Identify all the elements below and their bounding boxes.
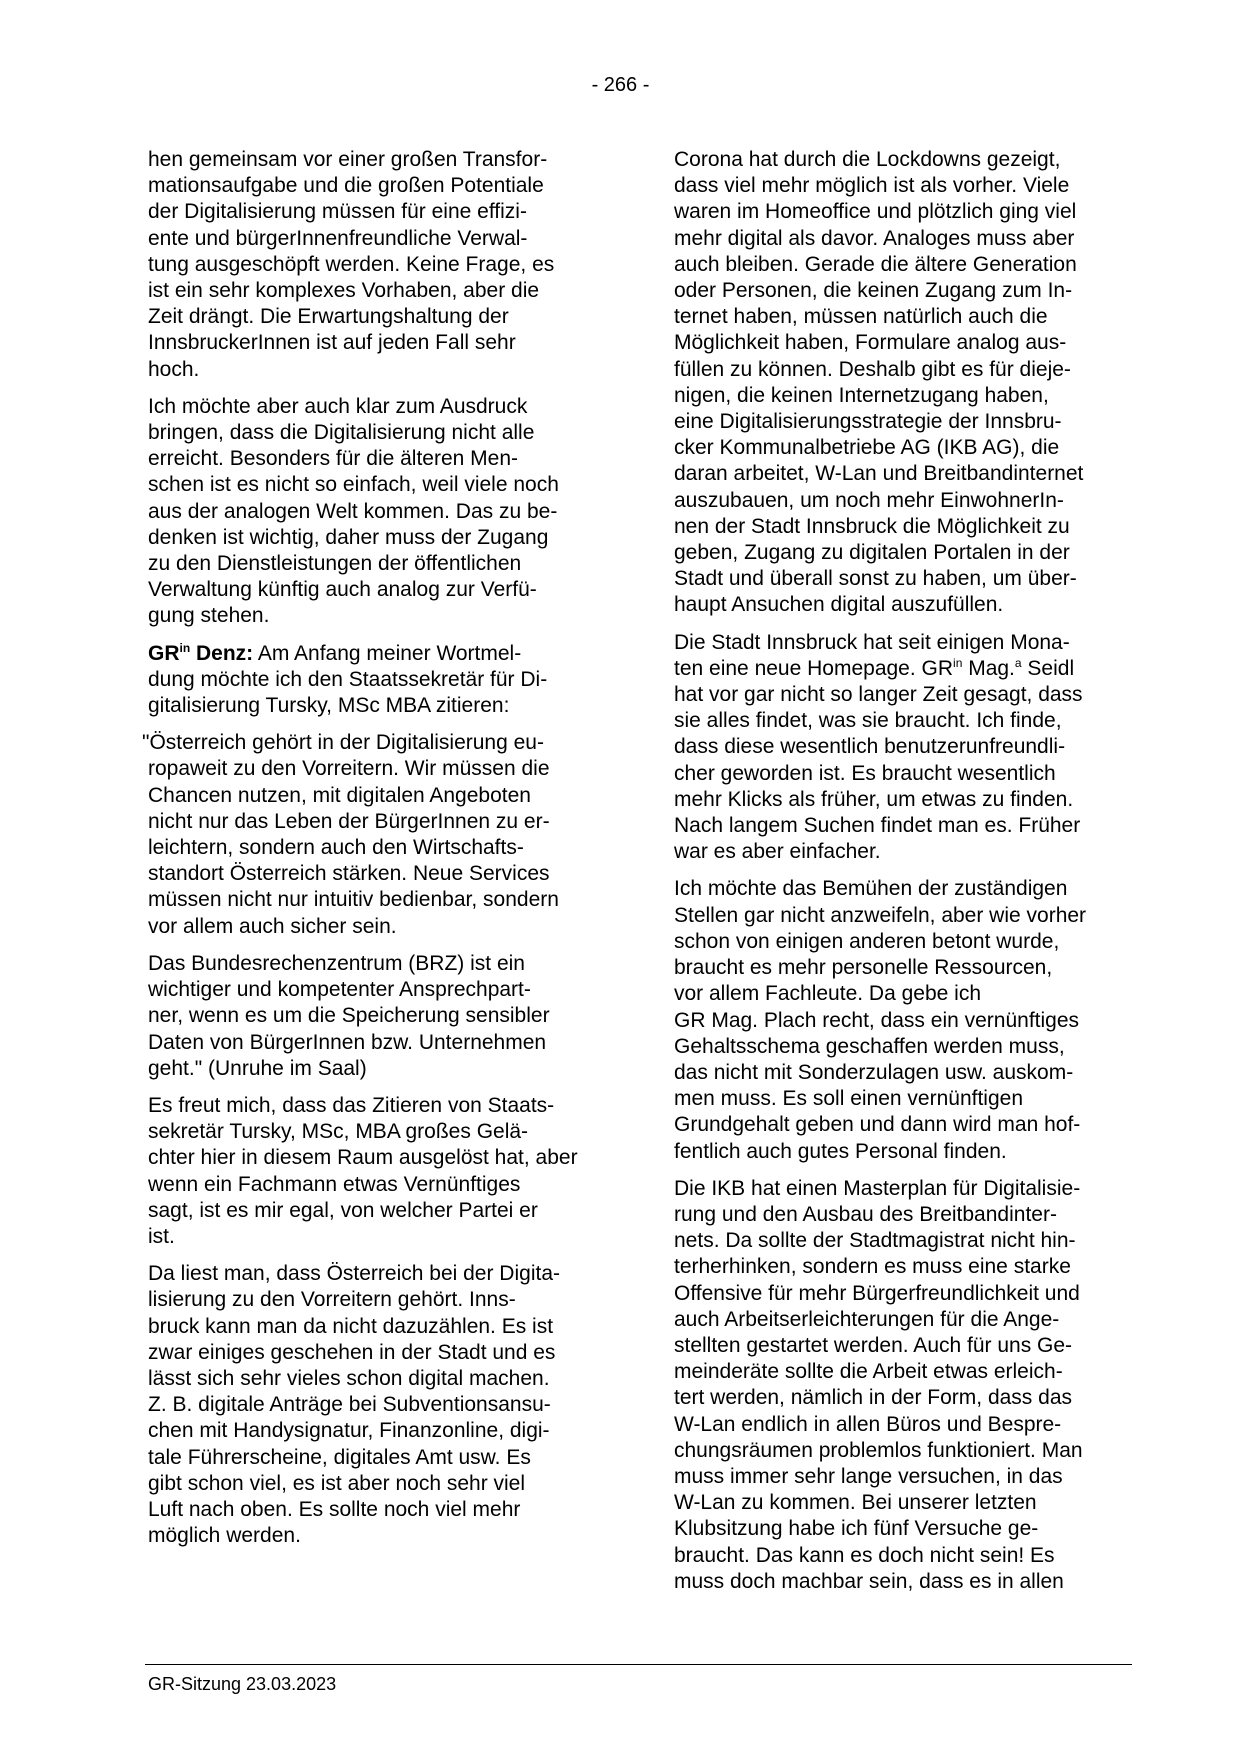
text-line: schen ist es nicht so einfach, weil viele noch — [148, 473, 559, 497]
text-line: nen der Stadt Innsbruck die Möglichkeit zu — [674, 514, 1070, 538]
text-line: fentlich auch gutes Personal finden. — [674, 1139, 1007, 1163]
text-line: Offensive für mehr Bürgerfreundlichkeit und — [674, 1281, 1080, 1305]
text-line: hat vor gar nicht so langer Zeit gesagt, dass — [674, 683, 1083, 707]
text-line: ropaweit zu den Vorreitern. Wir müssen die — [148, 757, 550, 781]
text-line: auch bleiben. Gerade die ältere Generation — [674, 252, 1077, 276]
text-line: Zeit drängt. Die Erwartungshaltung der — [148, 305, 509, 329]
page-number: - 266 - — [591, 74, 650, 96]
speaker-name — [148, 642, 253, 665]
text-line: dass diese wesentlich benutzerunfreundli- — [674, 735, 1066, 759]
text-line: men muss. Es soll einen vernünftigen — [674, 1087, 1024, 1111]
text-line: geht." (Unruhe im Saal) — [148, 1056, 367, 1080]
text-line: wichtiger und kompetenter Ansprechpart- — [148, 978, 531, 1002]
text-line: Es freut mich, dass das Zitieren von Staats- — [148, 1093, 555, 1117]
text-line: W-Lan endlich in allen Büros und Bespre- — [674, 1412, 1062, 1436]
text-line: chter hier in diesem Raum ausgelöst hat, aber — [148, 1146, 578, 1170]
text-line: "Österreich gehört in der Digitalisierung eu- — [142, 731, 544, 755]
text-line: nigen, die keinen Internetzugang haben, — [674, 383, 1049, 407]
text-line: Grundgehalt geben und dann wird man hof- — [674, 1113, 1081, 1137]
text-line: Ich möchte das Bemühen der zuständigen — [674, 877, 1068, 901]
text-line: Corona hat durch die Lockdowns gezeigt, — [674, 148, 1061, 171]
text-line: lässt sich sehr vieles schon digital machen. — [148, 1366, 550, 1390]
text-line: müssen nicht nur intuitiv bedienbar, sondern — [148, 888, 559, 912]
text-line: Daten von BürgerInnen bzw. Unternehmen — [148, 1030, 547, 1054]
text-line: dung möchte ich den Staatssekretär für Di- — [148, 667, 548, 691]
title-superscript: a — [1014, 655, 1022, 670]
text-line: InnsbruckerInnen ist auf jeden Fall sehr — [148, 331, 516, 355]
text-line: gibt schon viel, es ist aber noch sehr viel — [148, 1471, 526, 1495]
paragraph-right-3 — [674, 876, 1134, 1164]
text-line: tert werden, nämlich in der Form, dass das — [674, 1386, 1072, 1410]
text-line: ist. — [148, 1224, 175, 1248]
text-line: cker Kommunalbetriebe AG (IKB AG), die — [674, 436, 1060, 460]
text-line: denken ist wichtig, daher muss der Zugang — [148, 525, 549, 549]
text-line: erreicht. Besonders für die älteren Men- — [148, 447, 519, 471]
title-superscript: in — [953, 655, 963, 670]
text-segment: Seidl — [1021, 656, 1075, 680]
text-line: nicht nur das Leben der BürgerInnen zu er- — [148, 809, 550, 833]
text-line: Das Bundesrechenzentrum (BRZ) ist ein — [148, 951, 525, 975]
text-line: hoch. — [148, 357, 200, 381]
text-line: tale Führerscheine, digitales Amt usw. Es — [148, 1445, 531, 1469]
text-line: sekretär Tursky, MSc, MBA großes Gelä- — [148, 1120, 529, 1144]
text-line: auszubauen, um noch mehr EinwohnerIn- — [674, 488, 1064, 512]
text-line: nets. Da sollte der Stadtmagistrat nicht hin- — [674, 1229, 1076, 1253]
text-line: meinderäte sollte die Arbeit etwas erleich- — [674, 1360, 1063, 1384]
text-line: der Digitalisierung müssen für eine effizi- — [148, 200, 527, 224]
text-line: Gehaltsschema geschaffen werden muss, — [674, 1034, 1065, 1058]
text-line: ente und bürgerInnenfreundliche Verwal- — [148, 226, 528, 250]
footer-divider — [145, 1664, 1132, 1665]
text-segment: ten eine neue Homepage. GR — [674, 656, 954, 680]
text-line: Die Stadt Innsbruck hat seit einigen Mona- — [674, 630, 1070, 654]
text-line: Stadt und überall sonst zu haben, um über- — [674, 567, 1077, 591]
text-line: geben, Zugang zu digitalen Portalen in der — [674, 541, 1070, 565]
paragraph-left-3-speaker — [148, 641, 606, 720]
text-line: Z. B. digitale Anträge bei Subventionsansu- — [148, 1393, 551, 1417]
text-line: mehr Klicks als früher, um etwas zu finden. — [674, 787, 1074, 811]
text-line: Klubsitzung habe ich fünf Versuche ge- — [674, 1517, 1039, 1541]
text-line: braucht. Das kann es doch nicht sein! Es — [674, 1543, 1055, 1567]
text-line: standort Österreich stärken. Neue Services — [148, 862, 550, 886]
text-line: braucht es mehr personelle Ressourcen, — [674, 956, 1053, 980]
paragraph-right-2 — [674, 630, 1134, 866]
paragraph-left-2 — [148, 394, 606, 630]
text-line: leichtern, sondern auch den Wirtschafts- — [148, 836, 524, 860]
text-line: waren im Homeoffice und plötzlich ging viel — [674, 200, 1077, 224]
text-line: chen mit Handysignatur, Finanzonline, digi- — [148, 1419, 550, 1443]
text-line: eine Digitalisierungsstrategie der Innsbru- — [674, 410, 1062, 434]
paragraph-right-1 — [674, 147, 1134, 619]
text-line: sagt, ist es mir egal, von welcher Partei er — [148, 1198, 538, 1222]
text-line: Ich möchte aber auch klar zum Ausdruck — [148, 394, 528, 418]
text-line: muss immer sehr lange versuchen, in das — [674, 1464, 1063, 1488]
text-line: vor allem auch sicher sein. — [148, 914, 397, 938]
paragraph-left-1 — [148, 147, 606, 383]
speaker-title-superscript: in — [179, 640, 191, 655]
text-line: mationsaufgabe und die großen Potentiale — [148, 174, 544, 198]
text-line: bringen, dass die Digitalisierung nicht alle — [148, 421, 535, 445]
text-line: hen gemeinsam vor einer großen Transfor- — [148, 148, 548, 171]
speaker-line-text: Am Anfang meiner Wortmel- — [253, 641, 522, 665]
speaker-title: GR — [148, 641, 180, 665]
text-line: aus der analogen Welt kommen. Das zu be- — [148, 499, 558, 523]
text-segment: Mag. — [962, 656, 1015, 680]
text-line: Nach langem Suchen findet man es. Früher — [674, 814, 1081, 838]
text-line: chungsräumen problemlos funktioniert. Man — [674, 1438, 1083, 1462]
text-line: schon von einigen anderen betont wurde, — [674, 929, 1060, 953]
text-line: tung ausgeschöpft werden. Keine Frage, es — [148, 252, 555, 276]
text-line: Stellen gar nicht anzweifeln, aber wie vorher — [674, 903, 1087, 927]
text-line: zwar einiges geschehen in der Stadt und es — [148, 1340, 556, 1364]
text-line: zu den Dienstleistungen der öffentlichen — [148, 552, 522, 576]
text-line: wenn ein Fachmann etwas Vernünftiges — [148, 1172, 521, 1196]
right-column — [674, 147, 1134, 1606]
text-line: war es aber einfacher. — [674, 840, 881, 864]
text-line: das nicht mit Sonderzulagen usw. auskom- — [674, 1060, 1074, 1084]
paragraph-right-4 — [674, 1176, 1134, 1595]
paragraph-left-4-quote — [142, 730, 606, 940]
text-line: auch Arbeitserleichterungen für die Ange- — [674, 1307, 1060, 1331]
text-line: Chancen nutzen, mit digitalen Angeboten — [148, 783, 531, 807]
text-line: cher geworden ist. Es braucht wesentlich — [674, 761, 1056, 785]
text-line: Verwaltung künftig auch analog zur Verfü- — [148, 578, 537, 602]
text-line: gung stehen. — [148, 604, 270, 628]
text-line: vor allem Fachleute. Da gebe ich — [674, 982, 981, 1006]
text-line: ist ein sehr komplexes Vorhaben, aber die — [148, 279, 540, 303]
paragraph-left-6 — [148, 1093, 606, 1250]
text-line: Da liest man, dass Österreich bei der Digita- — [148, 1262, 560, 1286]
text-line: lisierung zu den Vorreitern gehört. Inns- — [148, 1288, 516, 1312]
text-line: bruck kann man da nicht dazuzählen. Es ist — [148, 1314, 554, 1338]
text-line: Luft nach oben. Es sollte noch viel mehr — [148, 1497, 521, 1521]
paragraph-left-5 — [148, 951, 606, 1082]
text-line: W-Lan zu kommen. Bei unserer letzten — [674, 1491, 1037, 1515]
text-line: sie alles findet, was sie braucht. Ich finde, — [674, 709, 1062, 733]
text-line: möglich werden. — [148, 1524, 301, 1548]
text-line: haupt Ansuchen digital auszufüllen. — [674, 593, 1004, 617]
text-line: füllen zu können. Deshalb gibt es für dieje- — [674, 357, 1071, 381]
text-line: ternet haben, müssen natürlich auch die — [674, 305, 1048, 329]
paragraph-left-7 — [148, 1261, 606, 1549]
text-line: gitalisierung Tursky, MSc MBA zitieren: — [148, 694, 510, 718]
text-line: rung und den Ausbau des Breitbandinter- — [674, 1202, 1057, 1226]
left-column — [142, 147, 606, 1560]
footer-session-date: GR-Sitzung 23.03.2023 — [148, 1674, 337, 1694]
text-line: oder Personen, die keinen Zugang zum In- — [674, 279, 1073, 303]
speaker-line — [148, 641, 606, 667]
text-line: Die IKB hat einen Masterplan für Digitalisie- — [674, 1176, 1081, 1200]
text-line: Möglichkeit haben, Formulare analog aus- — [674, 331, 1067, 355]
text-line-with-titles — [674, 656, 1134, 682]
text-line: dass viel mehr möglich ist als vorher. Viele — [674, 174, 1070, 198]
text-line: mehr digital als davor. Analoges muss aber — [674, 226, 1075, 250]
text-line: daran arbeitet, W-Lan und Breitbandinternet — [674, 462, 1084, 486]
text-line: ner, wenn es um die Speicherung sensibler — [148, 1004, 550, 1028]
text-line: muss doch machbar sein, dass es in allen — [674, 1569, 1064, 1593]
text-line: GR Mag. Plach recht, dass ein vernünftiges — [674, 1008, 1080, 1032]
speaker-surname: Denz: — [190, 641, 254, 665]
text-line: stellten gestartet werden. Auch für uns Ge- — [674, 1333, 1073, 1357]
text-line: terherhinken, sondern es muss eine starke — [674, 1255, 1071, 1279]
